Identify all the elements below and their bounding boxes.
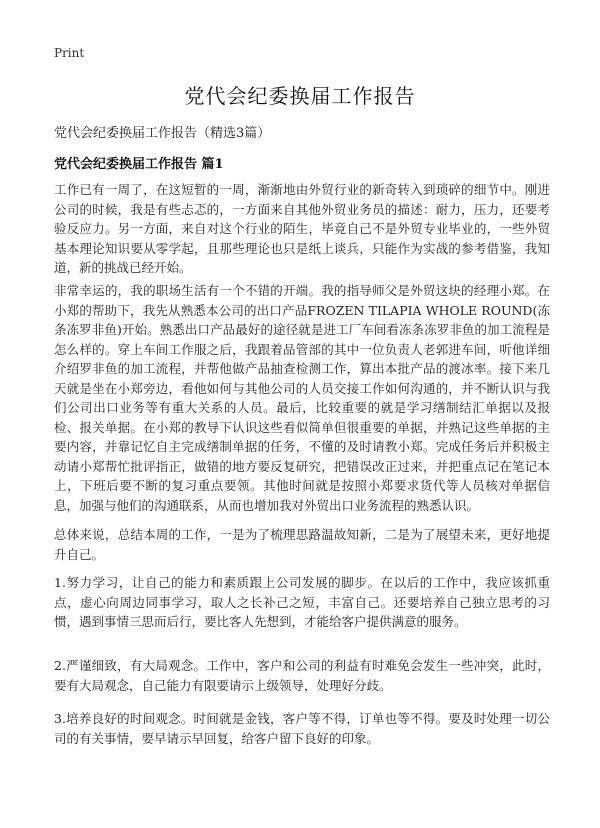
- paragraph-point-2: 2.严谨细致，有大局观念。工作中，客户和公司的利益有时难免会发生一些冲突，此时，要有大局观念，自己能力有限要请示上级领导，处理好分歧。: [54, 658, 550, 693]
- paragraph-point-1: 1.努力学习，让自己的能力和素质跟上公司发展的脚步。在以后的工作中，我应该抓重点，虚心向周边同事学习，取人之长补己之短，丰富自己。还要培养自己独立思考的习惯，遇到事情三思而后行，要比客人先想到，才能给客户提供满意的服务。: [54, 575, 550, 629]
- paragraph-summary: 总体来说，总结本周的工作，一是为了梳理思路温故知新，二是为了展望未来，更好地提升自己。: [54, 527, 550, 562]
- document-title: 党代会纪委换届工作报告: [184, 84, 416, 108]
- section-heading: 党代会纪委换届工作报告 篇1: [54, 157, 224, 172]
- document-subtitle: 党代会纪委换届工作报告（精选3篇）: [54, 126, 271, 141]
- paragraph-point-3: 3.培养良好的时间观念。时间就是金钱，客户等不得，订单也等不得。要及时处理一切公司的有关事情，要早请示早回复，给客户留下良好的印象。: [54, 711, 550, 746]
- paragraph-mentor: 非常幸运的，我的职场生活有一个不错的开端。我的指导师父是外贸这块的经理小郑。在小郑的帮助下，我先从熟悉本公司的出口产品FROZEN TILAPIA WHOLE ROUND(冻条冻罗非鱼)开始。熟悉出口产品最好的途径就是进工厂车间看冻条冻罗非鱼的加工流程是怎么样的。穿上车间工作服之后，我跟着品管部的其中一位负责人老郭进车间，听他详细介绍罗非鱼的加工流程，并帮他做产品抽查检测工作，算出本批产品的渡冰率。接下来几天就是坐在小郑旁边，看他如何与其他公司的人员交接工作如何沟通的，并不断认识与我们公司出口业务等有重大关系的人员。最后，比较重要的就是学习缮制结汇单据以及报检、报关单据。在小郑的教导下认识这些看似简单但很重要的单据，并熟记这些单据的主要内容，并靠记忆自主完成缮制单据的任务，不懂的及时请教小郑。完成任务后并积极主动请小郑帮忙批评指正，做错的地方要反复研究，把错误改正过来，并把重点记在笔记本上，下班后要不断的复习重点要领。其他时间就是按照小郑要求货代等人员核对单据信息，加强与他们的沟通联系，从而也增加我对外贸出口业务流程的熟悉认识。: [54, 283, 550, 513]
- paragraph-intro: 工作已有一周了，在这短暂的一周，渐渐地由外贸行业的新奇转入到琐碎的细节中。刚进公司的时候，我是有些忐忑的，一方面来自其他外贸业务员的描述：耐力，压力，还要考验反应力。另一方面，来自对这个行业的陌生，毕竟自己不是外贸专业毕业的，一些外贸基本理论知识要从零学起，且那些理论也只是纸上谈兵，只能作为实战的参考借鉴，我知道，新的挑战已经开始。: [54, 182, 550, 275]
- print-label: Print: [54, 46, 85, 60]
